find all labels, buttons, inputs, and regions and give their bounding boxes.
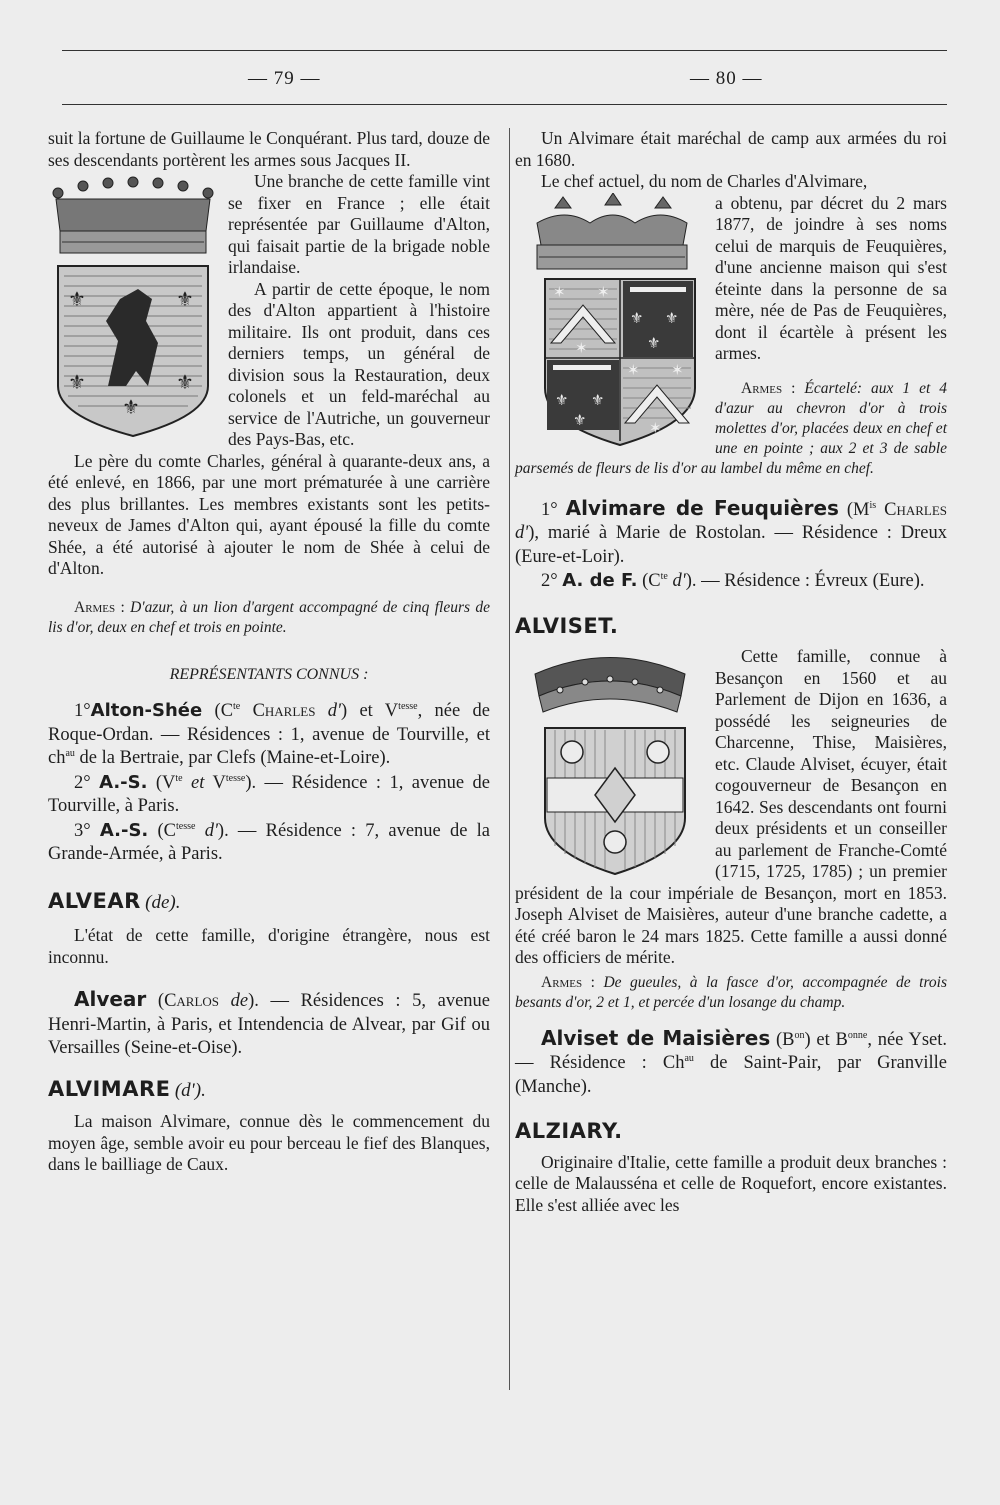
svg-text:⚜: ⚜ (591, 390, 605, 409)
alvear-heading: ALVEAR (de). (48, 888, 181, 913)
alviset-armes: Armes : De gueules, à la fasce d'or, accompagnée de trois besants d'or, 2 et 1, et percée d'un losange du champ. (515, 973, 948, 1011)
svg-text:⚜: ⚜ (68, 370, 86, 394)
alziary-text: Originaire d'Italie, cette famille a produit deux branches : celle de Malausséna et celle de Roquefort, encore existantes. Elle s'est alliée avec les (515, 1151, 947, 1215)
svg-text:⚜: ⚜ (68, 287, 86, 311)
alton-intro: suit la fortune de Guillaume le Conquérant. Plus tard, douze de ses descendants portèrent les armes sous Jacques II. (48, 128, 490, 170)
alvimare-marechal: Un Alvimare était maréchal de camp aux armées du roi en 1680. (515, 128, 947, 170)
svg-text:⚜: ⚜ (176, 287, 194, 311)
alvimare-rep-1: 1° Alvimare de Feuquières ($M^{is}$ Charles d'), marié à Marie de Rostolan. — Résidence : Dreux (Eure-et-Loir). (515, 495, 948, 567)
alvear-rep: Alvear (Carlos de). — Résidences : 5, avenue Henri-Martin, à Paris, et Intendencia de Alvear, par Gif ou Versailles (Seine-et-Oise). (48, 987, 491, 1058)
alviset-coat-of-arms-icon (515, 646, 705, 878)
top-rule (62, 50, 947, 51)
svg-text:⚜: ⚜ (630, 308, 644, 327)
svg-text:✶: ✶ (597, 282, 610, 301)
svg-text:⚜: ⚜ (555, 390, 569, 409)
left-column (48, 128, 490, 1176)
alviset-text: Cette famille, connue à Besançon en 1560 et au Parlement de Dijon en 1636, a possédé les seigneuries de Charcenne, Thise, Maisières, etc. Claude Alviset, écuyer, était cogouverneur de Besançon en 1642. Ses descendants ont fourni deux présidents et un conseiller au parlement de Franche-Comté (1715, 1725, 1785) ; un premier président de la cour impériale de Besançon, mort en 1853. Joseph Alviset de Maisières, auteur d'une branche cadette, a été créé baron le 24 mars 1825. Cette famille a aussi donné des officiers de mérite. (515, 646, 947, 967)
page-number-left: — 79 — (248, 68, 321, 89)
svg-text:✶: ✶ (627, 360, 640, 379)
svg-text:✶: ✶ (553, 282, 566, 301)
alviset-crest-block (515, 646, 947, 969)
svg-text:✶: ✶ (649, 418, 662, 437)
alvimare-rep-2: 2° A. de F. ($C^{te}$ d'). — Résidence : Évreux (Eure). (541, 570, 925, 591)
alvimare-crest-block (515, 193, 947, 479)
page-number-right: — 80 — (690, 68, 763, 89)
column-divider (509, 128, 510, 1390)
svg-text:⚜: ⚜ (176, 370, 194, 394)
header-rule (62, 104, 947, 105)
alvimare-armes: Armes : Écartelé: aux 1 et 4 d'azur au chevron d'or à trois molettes d'or, placées deux en chef et une en pointe ; aux 2 et 3 de sable parsemés de fleurs de lis d'or au lambel du même en chef. (515, 379, 947, 477)
alvimare-coat-of-arms-icon (515, 193, 705, 448)
svg-text:⚜: ⚜ (647, 333, 661, 352)
alton-branche: Une branche de cette famille vint se fixer en France ; elle était représentée par Guillaume d'Alton, qui faisait partie de la brigade noble irlandaise. (228, 171, 490, 277)
alton-crest-block (48, 171, 490, 451)
representants-title: REPRÉSENTANTS CONNUS : (169, 665, 369, 683)
alvimare-heading: ALVIMARE (d'). (48, 1076, 206, 1101)
alton-rep-1: 1°Alton-Shée ($C^{te}$ Charles d') et $V^{tesse}$, née de Roque-Ordan. — Résidences : 1, avenue de Tourville, et $ch^{au}$ de la Bertraie, par Clefs (Maine-et-Loire). (48, 700, 491, 768)
svg-text:✶: ✶ (671, 360, 684, 379)
svg-text:⚜: ⚜ (573, 410, 587, 429)
svg-text:✶: ✶ (575, 338, 588, 357)
alton-rep-3: 3° A.-S. ($C^{tesse}$ d'). — Résidence : 7, avenue de la Grande-Armée, à Paris. (48, 819, 491, 864)
svg-text:⚜: ⚜ (665, 308, 679, 327)
alton-rep-2: 2° A.-S. ($V^{te}$ et $V^{tesse}$). — Résidence : 1, avenue de Tourville, à Paris. (48, 771, 491, 816)
alvimare-chef-top: Le chef actuel, du nom de Charles d'Alvimare, (541, 171, 868, 191)
alziary-heading: ALZIARY. (515, 1119, 623, 1143)
alvear-text: L'état de cette famille, d'origine étrangère, nous est inconnu. (48, 925, 490, 967)
alvimare-chef-rest: a obtenu, par décret du 2 mars 1877, de joindre à ses noms celui de marquis de Feuquières, d'une ancienne maison qui s'est éteinte dans la personne de sa mère, née de Pas de Feuquières, dont il écartèle à présent les armes. (715, 192, 947, 363)
alton-armes: Armes : D'azur, à un lion d'argent accompagné de cinq fleurs de lis d'or, deux en chef et trois en pointe. (48, 598, 490, 636)
alviset-rep: Alviset de Maisières $(B^{on})$ et $B^{onne}$, née Yset. — Résidence : $Ch^{au}$ de Saint-Pair, par Granville (Manche). (515, 1025, 948, 1097)
svg-text:⚜: ⚜ (122, 395, 140, 419)
alviset-heading: ALVISET. (515, 613, 619, 638)
alton-coat-of-arms-icon (48, 171, 218, 441)
alton-pere: Le père du comte Charles, général à quarante-deux ans, a été enlevé, en 1866, par une mort prématurée à une carrière des plus brillantes. Les membres existants sont les petits-neveux de James d'Alton qui, ayant épousé la fille du comte Shée, a été autorisé à ajouter le nom de Shée à celui de d'Alton. (48, 450, 490, 578)
alvimare-text: La maison Alvimare, connue dès le commencement du moyen âge, semble avoir eu pour berceau le fief des Blanques, dans le bailliage de Caux. (48, 1111, 490, 1174)
right-column (515, 128, 947, 1216)
alton-epoque: A partir de cette époque, le nom des d'Alton appartient à l'histoire militaire. Ils ont produit, dans ces derniers temps, un général de division sous la Restauration, deux colonels et un feld-maréchal au service de l'Autriche, un gouverneur des Pays-Bas, etc. (228, 278, 490, 449)
